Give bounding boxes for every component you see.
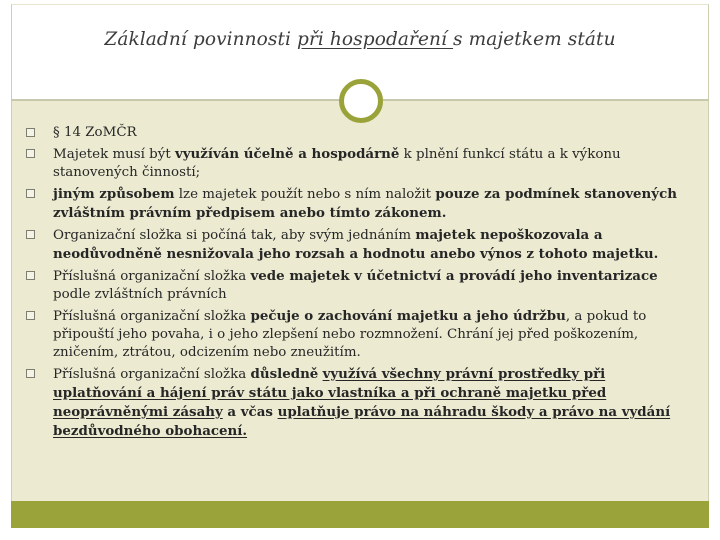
bullet-text-segment: podle zvláštních právních xyxy=(53,287,227,302)
title-part-2: s majetkem státu xyxy=(453,29,616,50)
bullet-text-segment: využíván účelně a hospodárně xyxy=(174,146,400,162)
bullet-text-segment: Organizační složka si počíná tak, aby svým jednáním xyxy=(53,228,416,243)
bullet-text-segment: majetek nepoškozovala a neodůvodněně nesnižovala jeho rozsah a hodnotu anebo výnos z tohoto majetku. xyxy=(53,227,659,262)
bullet-text-segment: Příslušná organizační složka xyxy=(53,269,251,284)
square-bullet-icon xyxy=(26,128,35,137)
bullet-item xyxy=(26,365,691,441)
bullet-text-segment: jiným způsobem xyxy=(53,186,175,202)
bullet-text-segment: vede majetek v účetnictví a provádí jeho inventarizace xyxy=(250,268,658,284)
bullet-text-segment: pečuje o zachování majetku a jeho údržbu xyxy=(250,308,566,324)
bullet-text-segment: Příslušná organizační složka xyxy=(53,367,251,382)
bullet-item xyxy=(26,307,691,362)
title-part-1: Základní povinnosti xyxy=(104,29,298,50)
square-bullet-icon xyxy=(26,189,35,198)
footer-bar xyxy=(11,501,709,528)
bullet-item xyxy=(26,145,691,182)
bullet-text-segment: a včas xyxy=(222,404,278,420)
bullet-text-segment: pouze za podmínek stanovených zvláštním právním předpisem anebo tímto zákonem. xyxy=(53,186,677,221)
bullet-text-segment: uplatňuje právo na náhradu škody a právo na vydání bezdůvodného obohacení. xyxy=(53,404,671,439)
bullet-text-segment: Příslušná organizační složka xyxy=(53,309,251,324)
square-bullet-icon xyxy=(26,271,35,280)
square-bullet-icon xyxy=(26,149,35,158)
slide-title xyxy=(12,29,708,50)
bullet-text-segment: důsledně xyxy=(250,366,319,382)
bullet-item xyxy=(26,226,691,264)
bullet-text-segment: § 14 ZoMČR xyxy=(53,125,137,140)
bullet-list xyxy=(26,124,691,444)
bullet-text-segment: , a pokud to připouští jeho povaha, i o jeho zlepšení nebo rozmnožení. Chrání jej před poškozením, zničením, ztrátou, odcizením nebo zneužitím. xyxy=(53,309,647,360)
bullet-item xyxy=(26,124,691,142)
square-bullet-icon xyxy=(26,369,35,378)
bullet-item xyxy=(26,185,691,223)
bullet-text-segment: Majetek musí být xyxy=(53,147,175,162)
square-bullet-icon xyxy=(26,311,35,320)
decorative-circle-icon xyxy=(339,79,383,123)
square-bullet-icon xyxy=(26,230,35,239)
bullet-item xyxy=(26,267,691,304)
title-part-underlined: při hospodaření xyxy=(297,29,454,50)
bullet-text-segment: lze majetek použít nebo s ním naložit xyxy=(174,187,436,202)
bullet-text-segment: k plnění funkcí státu a k výkonu stanovených činností; xyxy=(53,147,621,180)
bullet-text-segment: využívá všechny právní prostředky při uplatňování a hájení práv státu jako vlastníka a při ochraně majetku před neoprávněnými zásahy xyxy=(53,366,607,420)
